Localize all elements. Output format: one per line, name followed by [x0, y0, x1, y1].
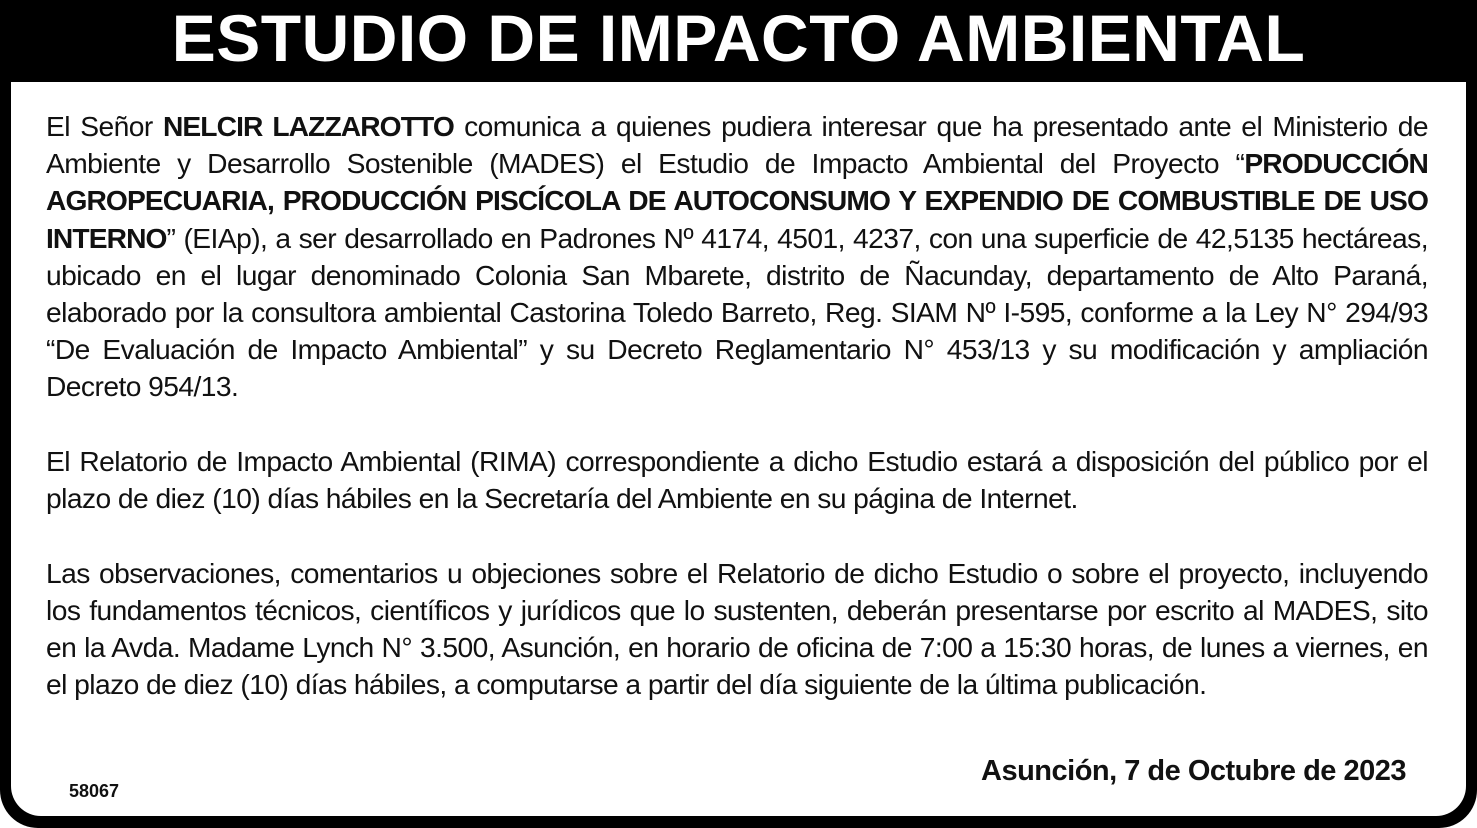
project-name: PRODUCCIÓN AGROPECUARIA, PRODUCCIÓN PISCÍCOLA DE AUTOCONSUMO Y EXPENDIO DE COMBUSTIBLE DE USO INTERNO: [46, 147, 1428, 254]
proponent-name: NELCIR LAZZAROTTO: [162, 110, 454, 142]
notice-title: ESTUDIO DE IMPACTO AMBIENTAL: [171, 1, 1306, 75]
notice-body: [46, 108, 1428, 741]
notice-body-panel: [11, 82, 1466, 816]
title-bar: [0, 0, 1477, 82]
intro-text: El Señor: [46, 110, 163, 142]
announcement-text-a: comunica a quienes pudiera interesar que ha presentado ante el Ministerio de Ambiente y Desarrollo Sostenible (MADES) el Estudio de Impacto Ambiental del Proyecto “: [46, 110, 1429, 180]
place-date-signoff: Asunción, 7 de Octubre de 2023: [981, 755, 1406, 787]
paragraph-announcement: [46, 108, 1428, 406]
ad-code: 58067: [69, 781, 120, 801]
paragraph-rima: El Relatorio de Impacto Ambiental (RIMA) correspondiente a dicho Estudio estará a disposición del público por el plazo de diez (10) días hábiles en la Secretaría del Ambiente en su página de Internet.: [46, 445, 1428, 515]
announcement-text-b: ” (EIAp), a ser desarrollado en Padrones Nº 4174, 4501, 4237, con una superficie de 42,5135 hectáreas, ubicado en el lugar denominado Colonia San Mbarete, distrito de Ñacunday, departamento de Alto Paraná, elaborado por la consultora ambiental Castorina Toledo Barreto, Reg. SIAM Nº I-595, conforme a la Ley N° 294/93 “De Evaluación de Impacto Ambiental” y su Decreto Reglamentario N° 453/13 y su modificación y ampliación Decreto 954/13.: [46, 221, 1428, 403]
paragraph-observations: Las observaciones, comentarios u objeciones sobre el Relatorio de dicho Estudio o sobre el proyecto, incluyendo los fundamentos técnicos, científicos y jurídicos que lo sustenten, deberán presentarse por escrito al MADES, sito en la Avda. Madame Lynch N° 3.500, Asunción, en horario de oficina de 7:00 a 15:30 horas, de lunes a viernes, en el plazo de diez (10) días hábiles, a computarse a partir del día siguiente de la última publicación.: [46, 556, 1428, 701]
